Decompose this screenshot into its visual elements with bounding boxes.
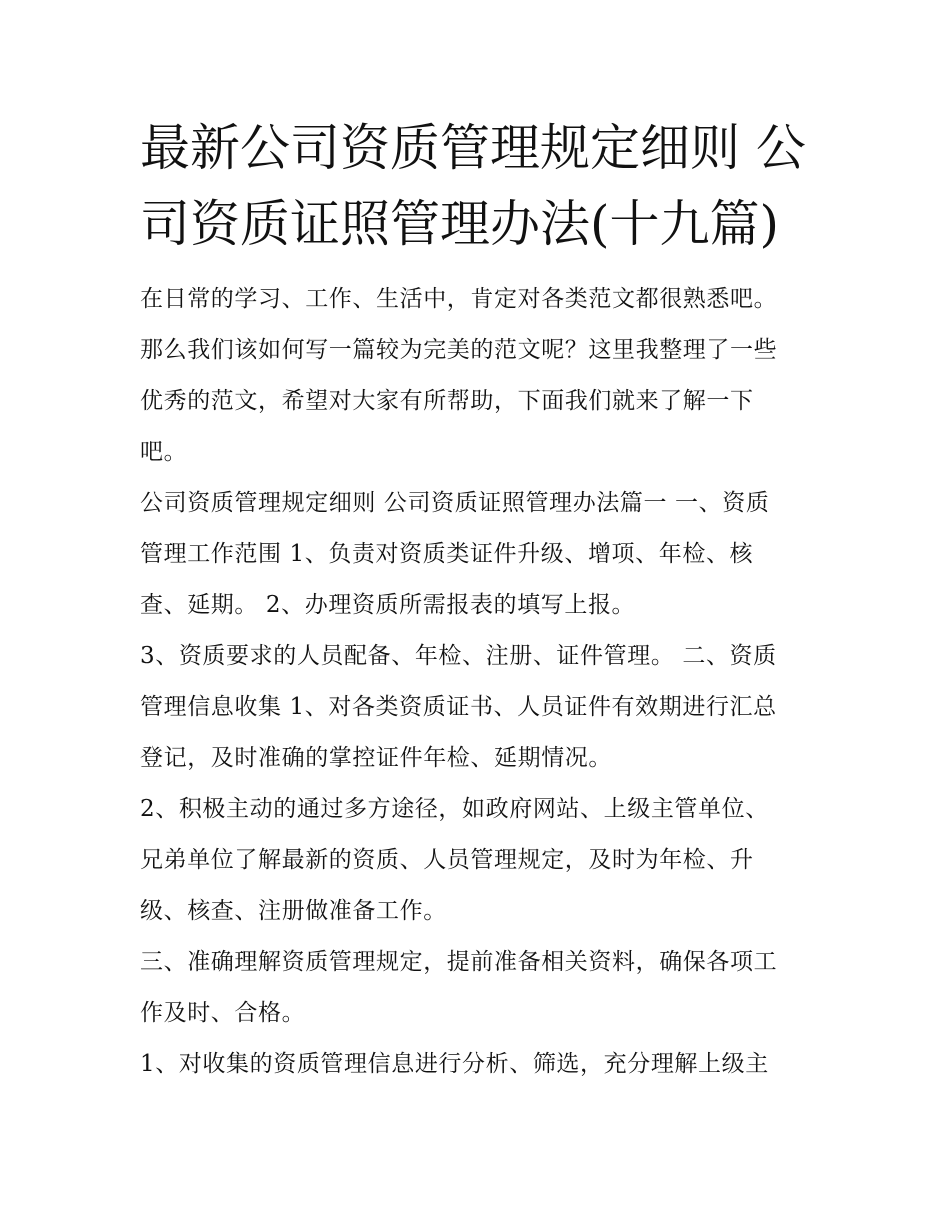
document-body (140, 274, 820, 1090)
text-line: 公司资质管理规定细则 公司资质证照管理办法篇一 一、资质 (140, 490, 770, 516)
text-line: 查、延期。 2、办理资质所需报表的填写上报。 (140, 592, 636, 618)
text-line: 三、准确理解资质管理规定，提前准备相关资料，确保各项工 (140, 949, 778, 975)
text-line: 管理信息收集 1、对各类资质证书、人员证件有效期进行汇总 (140, 694, 777, 720)
text-line: 那么我们该如何写一篇较为完美的范文呢？这里我整理了一些 (140, 337, 778, 363)
paragraph-scope (140, 478, 820, 631)
text-line: 优秀的范文，希望对大家有所帮助，下面我们就来了解一下 (140, 388, 754, 414)
paragraph-analysis (140, 1039, 820, 1090)
text-line: 登记，及时准确的掌控证件年检、延期情况。 (140, 745, 612, 771)
text-line: 在日常的学习、工作、生活中，肯定对各类范文都很熟悉吧。 (140, 286, 778, 312)
document-title (140, 110, 820, 262)
paragraph-personnel (140, 631, 820, 784)
text-line: 级、核查、注册做准备工作。 (140, 898, 447, 924)
paragraph-info-channels (140, 784, 820, 937)
text-line: 3、资质要求的人员配备、年检、注册、证件管理。 二、资质 (140, 643, 777, 669)
text-line: 兄弟单位了解最新的资质、人员管理规定，及时为年检、升 (140, 847, 754, 873)
text-line: 作及时、合格。 (140, 1000, 306, 1026)
title-line: 最新公司资质管理规定细则 公 (140, 119, 806, 177)
text-line: 吧。 (140, 439, 188, 465)
text-line: 2、积极主动的通过多方途径，如政府网站、上级主管单位、 (140, 796, 769, 822)
title-line: 司资质证照管理办法(十九篇) (140, 195, 780, 253)
paragraph-intro (140, 274, 820, 478)
paragraph-section-three (140, 937, 820, 1039)
text-line: 1、对收集的资质管理信息进行分析、筛选，充分理解上级主 (140, 1051, 769, 1077)
text-line: 管理工作范围 1、负责对资质类证件升级、增项、年检、核 (140, 541, 754, 567)
